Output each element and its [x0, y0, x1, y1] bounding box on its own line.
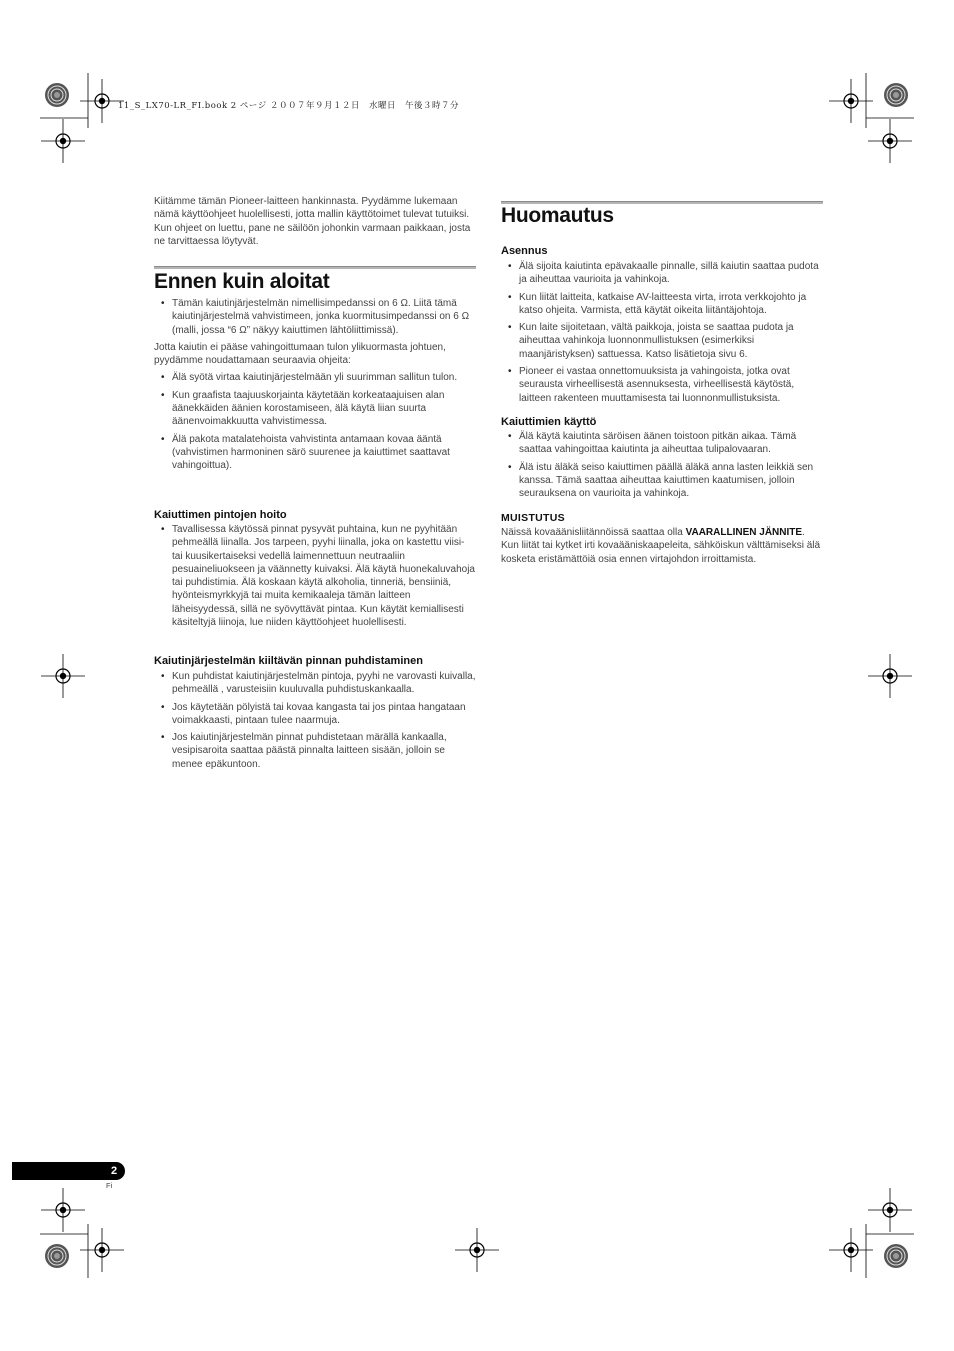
before-start-content — [154, 297, 476, 477]
caution-text-pre: Näissä kovaäänisliitännöissä saattaa olla — [501, 527, 686, 538]
subheading-speaker-use: Kaiuttimien käyttö — [501, 416, 597, 428]
subheading-gloss-cleaning: Kaiutinjärjestelmän kiiltävän pinnan puhdistaminen — [154, 655, 423, 667]
subheading-surface-care: Kaiuttimen pintojen hoito — [154, 509, 287, 521]
paragraph: Jotta kaiutin ei pääse vahingoittumaan tulon ylikuormasta johtuen, pyydämme noudattamaan seuraavia ohjeita: — [154, 341, 446, 367]
ring-mark-tr — [884, 83, 908, 107]
bullet-list — [501, 430, 823, 500]
registration-target-icon — [455, 1228, 499, 1272]
ring-mark-bl — [45, 1244, 69, 1268]
list-item: • Kun puhdistat kaiutinjärjestelmän pintoja, pyyhi ne varovasti kuivalla, pehmeällä , varusteisiin kuuluvalla puhdistuskankaalla. — [154, 670, 476, 697]
registration-target-icon — [829, 79, 873, 123]
caution-text-bold: VAARALLINEN JÄNNITE — [685, 527, 803, 538]
page-language: Fi — [106, 1181, 113, 1190]
list-item: • Kun liität laitteita, katkaise AV-laitteesta virta, irrota verkkojohto ja katso ohjeita. Varmista, että käytät oikeita liitäntäjohtoja. — [501, 291, 823, 318]
bullet-list — [154, 371, 476, 472]
caution-text — [501, 526, 823, 566]
bullet-list — [154, 523, 476, 629]
ring-mark-tl — [45, 83, 69, 107]
list-item: • Kun laite sijoitetaan, vältä paikkoja, joista se saattaa pudota ja aiheuttaa vahinkoja luonnonmullistuksen (esimerkiksi maanjäristyksen) sattuessa. Katso lisätietoja sivu 6. — [501, 321, 823, 361]
registration-target-icon — [868, 119, 912, 163]
registration-target-icon — [41, 119, 85, 163]
registration-target-icon — [41, 1188, 85, 1232]
registration-target-icon — [41, 654, 85, 698]
speaker-use-content — [501, 430, 823, 504]
subheading-installation: Asennus — [501, 245, 548, 257]
gloss-cleaning-content — [154, 670, 476, 775]
bullet-list — [154, 297, 476, 337]
registration-target-icon — [829, 1228, 873, 1272]
caution-text-post: . Kun liität tai kytket irti kovaääniskaapeleita, sähköiskun välttämiseksi älä kosketa eristämättöiä osia ennen virtajohdon irroittamista. — [501, 527, 821, 565]
list-item: • Tavallisessa käytössä pinnat pysyvät puhtaina, kun ne pyyhitään pehmeällä liinalla. Jos tarpeen, pyyhi liinalla, joka on kastettu viisi- tai kuusikertaiseksi vedellä laimennettuun neutraaliin pesuaineliuokseen ja väännetty kuivaksi. Älä käytä huonekaluvahoja tai puhdistimia. Älä koskaan käytä alkoholia, tinneriä, bensiiniä, hyönteismyrkkyjä tai muita kemikaaleja tämän laitteen läheisyydessä, sillä ne syövyttävät pintaa. Kun käytät kemiallisesti käsiteltyjä liinoja, lue niiden käyttöohjeet huolellisesti. — [154, 523, 476, 629]
registration-target-icon — [868, 654, 912, 698]
caution-title: MUISTUTUS — [501, 512, 565, 524]
list-item: • Älä istu äläkä seiso kaiuttimen päällä äläkä anna lasten leikkiä sen kanssa. Tämä saattaa aiheuttaa kaiuttimen kaatumisen, jolloin seurauksena on vaurioita ja vahinkoja. — [501, 461, 823, 501]
list-item: • Älä pakota matalatehoista vahvistinta antamaan kovaa ääntä (vahvistimen harmoninen särö suurenee ja kaiuttimet saattavat vahingoittua). — [154, 433, 476, 473]
surface-care-content — [154, 523, 476, 633]
list-item: • Kun graafista taajuuskorjainta käytetään korkeataajuisen alan äänekkäiden äänien korostamiseen, älä käytä liian suurta äänenvoimakkuutta vahvistimessa. — [154, 389, 476, 429]
bullet-list — [154, 670, 476, 771]
list-item: • Tämän kaiutinjärjestelmän nimellisimpedanssi on 6 Ω. Liitä tämä kaiutinjärjestelmä vahvistimeen, jonka kuormitusimpedanssi on 6 Ω (malli, jossa “6 Ω” näkyy kaiuttimen lähtöliittimissä). — [154, 297, 476, 337]
list-item: • Jos käytetään pölyistä tai kovaa kangasta tai jos pintaa hangataan voimakkaasti, pintaan tulee naarmuja. — [154, 701, 476, 728]
list-item: • Älä sijoita kaiutinta epävakaalle pinnalle, sillä kaiutin saattaa pudota ja aiheuttaa vaurioita ja vahinkoja. — [501, 260, 823, 287]
registration-target-icon — [80, 1228, 124, 1272]
print-file-info: 11_S_LX70-LR_FI.book 2 ページ ２００７年９月１２日 水曜日 午後３時７分 — [118, 101, 459, 111]
page-number: 2 — [110, 1165, 118, 1177]
list-item: • Älä syötä virtaa kaiutinjärjestelmään yli suurimman sallitun tulon. — [154, 371, 476, 384]
bullet-list — [501, 260, 823, 405]
list-item: • Älä käytä kaiutinta säröisen äänen toistoon pitkän aikaa. Tämä saattaa vahingoittaa kaiutinta ja aiheuttaa tulipalovaaran. — [501, 430, 823, 457]
section-heading-before-start: Ennen kuin aloitat — [154, 270, 330, 293]
installation-content — [501, 260, 823, 409]
intro-paragraph: Kiitämme tämän Pioneer-laitteen hankinnasta. Pyydämme lukemaan nämä käyttöohjeet huolellisesti, jotta mallin käyttötoimet tulevat tutuiksi. Kun ohjeet on luettu, pane ne säilöön johonkin varmaan paikkaan, josta ne tarvittaessa löytyvät. — [154, 196, 471, 247]
ring-mark-br — [884, 1244, 908, 1268]
list-item: • Pioneer ei vastaa onnettomuuksista ja vahingoista, jotka ovat seurausta virheellisestä asennuksesta, virheellisestä käytöstä, laitteen rakenteen muuttamisesta tai luonnonmullistuksista. — [501, 365, 823, 405]
section-heading-notice: Huomautus — [501, 204, 614, 227]
list-item: • Jos kaiutinjärjestelmän pinnat puhdistetaan märällä kankaalla, vesipisaroita saattaa päästä pinnalta laitteen sisään, jolloin se menee epäkuntoon. — [154, 731, 476, 771]
section-rule — [154, 266, 476, 269]
registration-target-icon — [868, 1188, 912, 1232]
